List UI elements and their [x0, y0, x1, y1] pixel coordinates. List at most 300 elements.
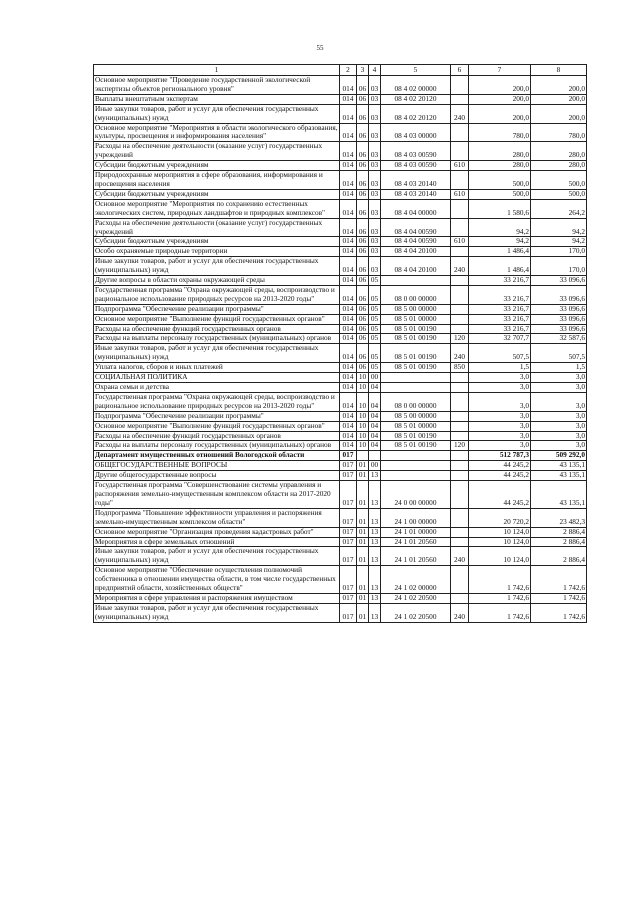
col-amount-1: 33 216,7 — [469, 285, 531, 304]
col-subsection: 03 — [369, 123, 381, 142]
col-expense-type — [451, 94, 469, 104]
col-amount-1: 200,0 — [469, 104, 531, 123]
table-header-row — [94, 65, 587, 76]
table-row — [94, 94, 587, 104]
table-row — [94, 481, 587, 509]
col-amount-1: 44 245,2 — [469, 481, 531, 509]
col-subsection: 13 — [369, 508, 381, 527]
col-subsection: 03 — [369, 237, 381, 247]
col-section: 10 — [357, 411, 369, 421]
col-amount-2: 3,0 — [531, 383, 587, 393]
table-row — [94, 373, 587, 383]
col-expense-type: 240 — [451, 547, 469, 566]
col-amount-1: 200,0 — [469, 76, 531, 95]
table-row — [94, 76, 587, 95]
col-admin: 014 — [340, 218, 357, 237]
col-section: 06 — [357, 276, 369, 286]
col-amount-2: 33 096,6 — [531, 314, 587, 324]
table-row — [94, 383, 587, 393]
col-section: 01 — [357, 471, 369, 481]
col-subsection: 03 — [369, 218, 381, 237]
page-number: 55 — [316, 44, 324, 52]
col-target: 08 4 02 00000 — [381, 76, 451, 95]
col-target — [381, 383, 451, 393]
col-target: 24 1 01 20560 — [381, 537, 451, 547]
col-admin: 017 — [340, 527, 357, 537]
col-amount-2: 3,0 — [531, 373, 587, 383]
table-row — [94, 334, 587, 344]
header-col-subsection: 4 — [369, 65, 381, 76]
col-subsection: 13 — [369, 481, 381, 509]
col-name: Уплата налогов, сборов и иных платежей — [94, 363, 340, 373]
col-amount-2: 23 482,3 — [531, 508, 587, 527]
col-subsection: 13 — [369, 527, 381, 537]
col-amount-1: 280,0 — [469, 161, 531, 171]
col-target: 08 4 04 00590 — [381, 237, 451, 247]
table-row — [94, 257, 587, 276]
col-admin: 014 — [340, 373, 357, 383]
col-section: 10 — [357, 431, 369, 441]
col-amount-1: 1 486,4 — [469, 247, 531, 257]
col-name: СОЦИАЛЬНАЯ ПОЛИТИКА — [94, 373, 340, 383]
budget-table — [93, 64, 587, 623]
col-amount-1: 1,5 — [469, 363, 531, 373]
col-section: 10 — [357, 421, 369, 431]
col-expense-type: 610 — [451, 189, 469, 199]
col-subsection: 05 — [369, 276, 381, 286]
col-section: 01 — [357, 508, 369, 527]
col-subsection: 13 — [369, 593, 381, 603]
col-amount-2: 200,0 — [531, 76, 587, 95]
col-expense-type — [451, 373, 469, 383]
col-section — [357, 451, 369, 461]
col-expense-type — [451, 431, 469, 441]
col-name: Выплаты внештатным экспертам — [94, 94, 340, 104]
col-section: 10 — [357, 383, 369, 393]
col-admin: 014 — [340, 411, 357, 421]
col-admin: 014 — [340, 189, 357, 199]
col-name: Природоохранные мероприятия в сфере образования, информирования и просвещения населения — [94, 171, 340, 190]
col-amount-1: 32 707,7 — [469, 334, 531, 344]
col-name: Основное мероприятие "Мероприятия по сохранению естественных экологических систем, природных ландшафтов и природных комплексов" — [94, 199, 340, 218]
col-admin: 014 — [340, 304, 357, 314]
col-admin: 014 — [340, 285, 357, 304]
col-amount-2: 43 135,1 — [531, 471, 587, 481]
col-admin: 017 — [340, 566, 357, 594]
col-expense-type — [451, 527, 469, 537]
col-amount-2: 3,0 — [531, 431, 587, 441]
col-subsection: 03 — [369, 94, 381, 104]
col-amount-1: 500,0 — [469, 171, 531, 190]
col-amount-1: 10 124,0 — [469, 527, 531, 537]
col-subsection: 03 — [369, 189, 381, 199]
col-target: 08 4 04 00590 — [381, 218, 451, 237]
col-admin: 014 — [340, 123, 357, 142]
col-target: 24 1 00 00000 — [381, 508, 451, 527]
col-target — [381, 451, 451, 461]
col-admin: 014 — [340, 199, 357, 218]
table-row — [94, 218, 587, 237]
col-admin: 014 — [340, 363, 357, 373]
col-name: Государственная программа "Охрана окружающей среды, воспроизводство и рациональное использование природных ресурсов на 2013-2020 годы" — [94, 285, 340, 304]
col-subsection: 05 — [369, 334, 381, 344]
col-name: Иные закупки товаров, работ и услуг для обеспечения государственных (муниципальных) нужд — [94, 257, 340, 276]
col-name: Охрана семьи и детства — [94, 383, 340, 393]
col-amount-1: 94,2 — [469, 218, 531, 237]
col-subsection: 00 — [369, 373, 381, 383]
col-expense-type — [451, 566, 469, 594]
col-amount-1: 512 787,3 — [469, 451, 531, 461]
col-section: 06 — [357, 123, 369, 142]
col-section: 06 — [357, 324, 369, 334]
col-subsection: 03 — [369, 257, 381, 276]
col-target: 08 5 01 00190 — [381, 441, 451, 451]
col-expense-type — [451, 461, 469, 471]
col-expense-type — [451, 171, 469, 190]
col-section: 06 — [357, 76, 369, 95]
col-target: 24 1 02 20500 — [381, 603, 451, 622]
col-amount-2: 500,0 — [531, 171, 587, 190]
table-row — [94, 314, 587, 324]
col-expense-type — [451, 508, 469, 527]
col-target: 08 5 00 00000 — [381, 411, 451, 421]
col-expense-type — [451, 199, 469, 218]
col-section: 06 — [357, 161, 369, 171]
col-section: 06 — [357, 142, 369, 161]
col-amount-1: 3,0 — [469, 421, 531, 431]
table-row — [94, 344, 587, 363]
col-admin: 014 — [340, 324, 357, 334]
col-admin: 014 — [340, 76, 357, 95]
col-amount-1: 780,0 — [469, 123, 531, 142]
col-expense-type — [451, 421, 469, 431]
header-col-expense-type: 6 — [451, 65, 469, 76]
col-amount-2: 507,5 — [531, 344, 587, 363]
table-row — [94, 527, 587, 537]
col-subsection: 04 — [369, 392, 381, 411]
col-target: 08 4 03 20140 — [381, 189, 451, 199]
col-amount-1: 500,0 — [469, 189, 531, 199]
col-name: Расходы на выплаты персоналу государственных (муниципальных) органов — [94, 334, 340, 344]
table-row — [94, 603, 587, 622]
col-name: Иные закупки товаров, работ и услуг для обеспечения государственных (муниципальных) нужд — [94, 603, 340, 622]
col-target: 08 5 01 00190 — [381, 431, 451, 441]
col-amount-1: 3,0 — [469, 411, 531, 421]
col-target: 24 1 02 20500 — [381, 593, 451, 603]
col-section: 06 — [357, 363, 369, 373]
col-amount-1: 3,0 — [469, 392, 531, 411]
col-expense-type: 240 — [451, 104, 469, 123]
col-admin: 017 — [340, 451, 357, 461]
col-name: Иные закупки товаров, работ и услуг для обеспечения государственных (муниципальных) нужд — [94, 547, 340, 566]
col-name: Подпрограмма "Обеспечение реализации программы" — [94, 304, 340, 314]
col-subsection: 05 — [369, 344, 381, 363]
col-target: 24 1 01 00000 — [381, 527, 451, 537]
col-section: 06 — [357, 304, 369, 314]
col-subsection: 04 — [369, 431, 381, 441]
col-admin: 014 — [340, 334, 357, 344]
col-amount-1: 94,2 — [469, 237, 531, 247]
col-name: Основное мероприятие "Проведение государственной экологической экспертизы объектов регионального уровня" — [94, 76, 340, 95]
col-section: 06 — [357, 247, 369, 257]
col-amount-2: 43 135,1 — [531, 461, 587, 471]
col-amount-2: 33 096,6 — [531, 304, 587, 314]
col-subsection: 13 — [369, 471, 381, 481]
col-amount-1: 10 124,0 — [469, 537, 531, 547]
col-subsection: 13 — [369, 603, 381, 622]
col-section: 06 — [357, 344, 369, 363]
col-name: Основное мероприятие "Выполнение функций государственных органов" — [94, 314, 340, 324]
col-section: 06 — [357, 257, 369, 276]
col-subsection: 03 — [369, 104, 381, 123]
col-amount-2: 200,0 — [531, 94, 587, 104]
col-expense-type: 120 — [451, 441, 469, 451]
col-target: 08 4 03 00590 — [381, 161, 451, 171]
col-amount-2: 3,0 — [531, 441, 587, 451]
col-subsection: 04 — [369, 383, 381, 393]
col-target: 08 4 03 20140 — [381, 171, 451, 190]
col-subsection: 05 — [369, 363, 381, 373]
col-section: 01 — [357, 527, 369, 537]
col-section: 10 — [357, 441, 369, 451]
col-subsection: 04 — [369, 441, 381, 451]
col-target — [381, 276, 451, 286]
header-col-admin: 2 — [340, 65, 357, 76]
col-name: Субсидии бюджетным учреждениям — [94, 237, 340, 247]
col-amount-1: 1 486,4 — [469, 257, 531, 276]
col-section: 01 — [357, 603, 369, 622]
col-subsection: 00 — [369, 461, 381, 471]
col-amount-1: 3,0 — [469, 373, 531, 383]
col-subsection: 03 — [369, 142, 381, 161]
col-expense-type: 240 — [451, 603, 469, 622]
col-amount-2: 2 886,4 — [531, 537, 587, 547]
col-amount-1: 3,0 — [469, 441, 531, 451]
col-target: 08 5 01 00000 — [381, 314, 451, 324]
col-admin: 014 — [340, 276, 357, 286]
col-admin: 017 — [340, 537, 357, 547]
table-row — [94, 189, 587, 199]
col-expense-type — [451, 537, 469, 547]
col-name: Департамент имущественных отношений Вологодской области — [94, 451, 340, 461]
col-section: 10 — [357, 373, 369, 383]
col-subsection — [369, 451, 381, 461]
col-section: 01 — [357, 566, 369, 594]
table-row — [94, 123, 587, 142]
col-section: 06 — [357, 199, 369, 218]
col-amount-1: 33 216,7 — [469, 276, 531, 286]
col-expense-type — [451, 593, 469, 603]
table-row — [94, 421, 587, 431]
col-section: 01 — [357, 481, 369, 509]
col-amount-2: 1 742,6 — [531, 603, 587, 622]
col-admin: 014 — [340, 314, 357, 324]
col-target: 08 5 01 00190 — [381, 324, 451, 334]
col-target: 08 4 04 20100 — [381, 247, 451, 257]
col-section: 01 — [357, 461, 369, 471]
col-subsection: 05 — [369, 304, 381, 314]
col-expense-type: 610 — [451, 237, 469, 247]
col-subsection: 13 — [369, 537, 381, 547]
table-row — [94, 142, 587, 161]
col-name: Иные закупки товаров, работ и услуг для обеспечения государственных (муниципальных) нужд — [94, 344, 340, 363]
col-name: Основное мероприятие "Организация проведения кадастровых работ" — [94, 527, 340, 537]
col-name: Мероприятия в сфере управления и распоряжения имуществом — [94, 593, 340, 603]
col-amount-2: 280,0 — [531, 142, 587, 161]
col-target: 08 4 04 00000 — [381, 199, 451, 218]
col-target: 24 1 01 20560 — [381, 547, 451, 566]
col-admin: 014 — [340, 94, 357, 104]
col-amount-2: 33 096,6 — [531, 285, 587, 304]
col-amount-1: 280,0 — [469, 142, 531, 161]
col-admin: 017 — [340, 481, 357, 509]
col-target: 08 5 01 00190 — [381, 344, 451, 363]
table-row — [94, 411, 587, 421]
col-admin: 014 — [340, 441, 357, 451]
col-section: 10 — [357, 392, 369, 411]
col-admin: 014 — [340, 104, 357, 123]
col-name: Основное мероприятие "Мероприятия в области экологического образования, культуры, просвещения и информирования населения" — [95, 123, 338, 141]
col-target: 08 4 03 00590 — [381, 142, 451, 161]
col-target — [381, 471, 451, 481]
col-amount-2: 500,0 — [531, 189, 587, 199]
col-amount-2: 3,0 — [531, 392, 587, 411]
col-subsection: 03 — [369, 161, 381, 171]
table-row — [94, 471, 587, 481]
col-amount-2: 780,0 — [531, 123, 587, 142]
table-row — [94, 161, 587, 171]
table-row — [94, 537, 587, 547]
col-target: 08 0 00 00000 — [381, 285, 451, 304]
col-amount-2: 32 587,6 — [531, 334, 587, 344]
col-section: 06 — [357, 171, 369, 190]
col-amount-2: 1 742,6 — [531, 593, 587, 603]
col-expense-type — [451, 392, 469, 411]
header-col-section: 3 — [357, 65, 369, 76]
col-admin: 014 — [340, 247, 357, 257]
col-expense-type: 120 — [451, 334, 469, 344]
col-admin: 014 — [340, 257, 357, 276]
col-name: Основное мероприятие "Выполнение функций государственных органов" — [94, 421, 340, 431]
col-subsection: 04 — [369, 411, 381, 421]
col-name: Подпрограмма "Повышение эффективности управления и распоряжения земельно-имущественным комплексом области" — [94, 508, 340, 527]
col-section: 06 — [357, 189, 369, 199]
col-expense-type — [451, 451, 469, 461]
col-expense-type — [451, 304, 469, 314]
col-expense-type: 610 — [451, 161, 469, 171]
col-amount-1: 20 720,2 — [469, 508, 531, 527]
col-section: 01 — [357, 537, 369, 547]
col-name: Другие вопросы в области охраны окружающей среды — [94, 276, 340, 286]
col-name: Субсидии бюджетным учреждениям — [94, 161, 340, 171]
col-admin: 017 — [340, 593, 357, 603]
col-amount-1: 33 216,7 — [469, 324, 531, 334]
col-admin: 014 — [340, 344, 357, 363]
table-row — [94, 451, 587, 461]
table-row — [94, 431, 587, 441]
col-target: 08 0 00 00000 — [381, 392, 451, 411]
col-amount-2: 1,5 — [531, 363, 587, 373]
col-section: 06 — [357, 237, 369, 247]
col-expense-type: 850 — [451, 363, 469, 373]
col-amount-2: 2 886,4 — [531, 547, 587, 566]
col-expense-type — [451, 383, 469, 393]
col-target — [381, 461, 451, 471]
col-expense-type — [451, 411, 469, 421]
col-expense-type — [451, 142, 469, 161]
col-amount-1: 44 245,2 — [469, 471, 531, 481]
col-amount-2: 94,2 — [531, 237, 587, 247]
table-row — [94, 441, 587, 451]
col-section: 01 — [357, 547, 369, 566]
col-expense-type — [451, 285, 469, 304]
col-admin: 017 — [340, 471, 357, 481]
col-name: Расходы на обеспечение функций государственных органов — [94, 324, 340, 334]
table-row — [94, 593, 587, 603]
col-target — [381, 373, 451, 383]
col-subsection: 03 — [369, 199, 381, 218]
col-admin: 014 — [340, 421, 357, 431]
col-amount-2: 94,2 — [531, 218, 587, 237]
col-section: 06 — [357, 218, 369, 237]
col-amount-2: 2 886,4 — [531, 527, 587, 537]
col-expense-type — [451, 324, 469, 334]
table-row — [94, 392, 587, 411]
col-amount-1: 10 124,0 — [469, 547, 531, 566]
col-name: Расходы на обеспечение деятельности (оказание услуг) государственных учреждений — [94, 218, 340, 237]
col-expense-type — [451, 123, 469, 142]
col-name: Подпрограмма "Обеспечение реализации программы" — [94, 411, 340, 421]
col-admin: 017 — [340, 547, 357, 566]
col-name: Расходы на выплаты персоналу государственных (муниципальных) органов — [94, 441, 340, 451]
col-amount-1: 44 245,2 — [469, 461, 531, 471]
col-amount-2: 200,0 — [531, 104, 587, 123]
col-amount-1: 1 742,6 — [469, 566, 531, 594]
col-expense-type — [451, 218, 469, 237]
col-expense-type — [451, 481, 469, 509]
col-admin: 014 — [340, 142, 357, 161]
col-amount-2: 509 292,0 — [531, 451, 587, 461]
col-amount-1: 33 216,7 — [469, 314, 531, 324]
header-col-amount-1: 7 — [469, 65, 531, 76]
col-admin: 014 — [340, 237, 357, 247]
col-name: Государственная программа "Охрана окружающей среды, воспроизводство и рациональное использование природных ресурсов на 2013-2020 годы" — [94, 392, 340, 411]
col-subsection: 13 — [369, 566, 381, 594]
col-name: Субсидии бюджетным учреждениям — [94, 189, 340, 199]
col-admin: 014 — [340, 392, 357, 411]
table-row — [94, 461, 587, 471]
col-amount-2: 43 135,1 — [531, 481, 587, 509]
table-row — [94, 304, 587, 314]
col-amount-1: 1 580,6 — [469, 199, 531, 218]
table-row — [94, 566, 587, 594]
col-target: 08 4 02 20120 — [381, 104, 451, 123]
col-section: 06 — [357, 104, 369, 123]
col-amount-1: 3,0 — [469, 431, 531, 441]
col-amount-2: 170,0 — [531, 247, 587, 257]
col-admin: 017 — [340, 603, 357, 622]
col-target: 08 4 02 20120 — [381, 94, 451, 104]
col-name: ОБЩЕГОСУДАРСТВЕННЫЕ ВОПРОСЫ — [94, 461, 340, 471]
col-subsection: 05 — [369, 314, 381, 324]
col-target: 08 5 01 00000 — [381, 421, 451, 431]
col-expense-type — [451, 76, 469, 95]
col-target: 08 4 04 20100 — [381, 257, 451, 276]
col-subsection: 03 — [369, 76, 381, 95]
table-row — [94, 285, 587, 304]
col-section: 01 — [357, 593, 369, 603]
table-row — [94, 104, 587, 123]
